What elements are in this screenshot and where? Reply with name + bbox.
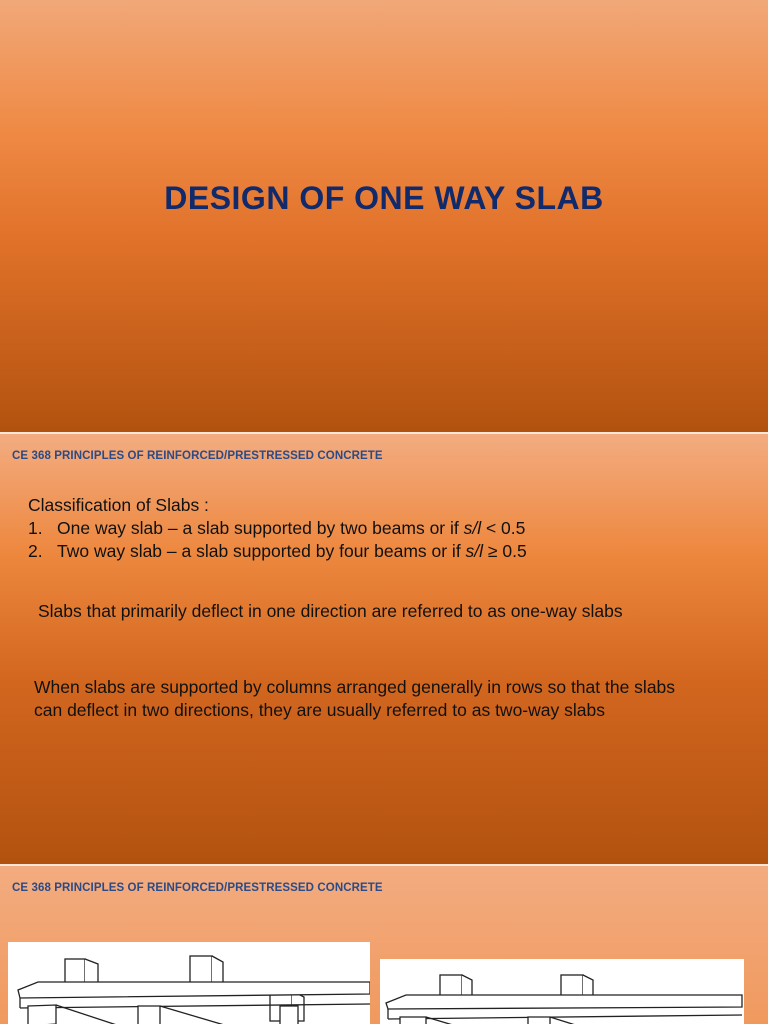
two-way-definition — [34, 676, 764, 722]
one-way-slab-drawing — [8, 942, 370, 1024]
title-slide — [0, 0, 768, 432]
slide-title: DESIGN OF ONE WAY SLAB — [164, 180, 604, 216]
two-way-slab-drawing — [380, 959, 744, 1024]
course-header: CE 368 PRINCIPLES OF REINFORCED/PRESTRESSED CONCRETE — [12, 882, 383, 894]
definition-line: When slabs are supported by columns arranged generally in rows so that the slabs — [34, 677, 676, 697]
ratio-symbol: s/l — [465, 541, 484, 561]
classification-list — [28, 494, 527, 563]
ratio-symbol: s/l — [463, 518, 482, 538]
list-text-post: ≥ 0.5 — [483, 541, 527, 561]
list-text-pre: One way slab – a slab supported by two beams or if — [57, 518, 464, 538]
course-header: CE 368 PRINCIPLES OF REINFORCED/PRESTRESSED CONCRETE — [12, 450, 383, 462]
slab-isometric-drawing — [380, 959, 744, 1024]
slab-isometric-drawing — [8, 942, 370, 1024]
classification-heading: Classification of Slabs : — [28, 495, 209, 515]
list-number: 1. — [28, 518, 43, 538]
list-item — [28, 517, 527, 540]
list-number: 2. — [28, 541, 43, 561]
definition-line: can deflect in two directions, they are usually referred to as two-way slabs — [34, 700, 605, 720]
list-text-pre: Two way slab – a slab supported by four beams or if — [57, 541, 466, 561]
figures-slide — [0, 866, 768, 1024]
one-way-definition: Slabs that primarily deflect in one direction are referred to as one-way slabs — [38, 601, 623, 621]
list-text — [57, 517, 525, 540]
classification-slide — [0, 434, 768, 864]
list-text-post: < 0.5 — [481, 518, 526, 538]
list-item — [28, 540, 527, 563]
list-text — [57, 540, 527, 563]
